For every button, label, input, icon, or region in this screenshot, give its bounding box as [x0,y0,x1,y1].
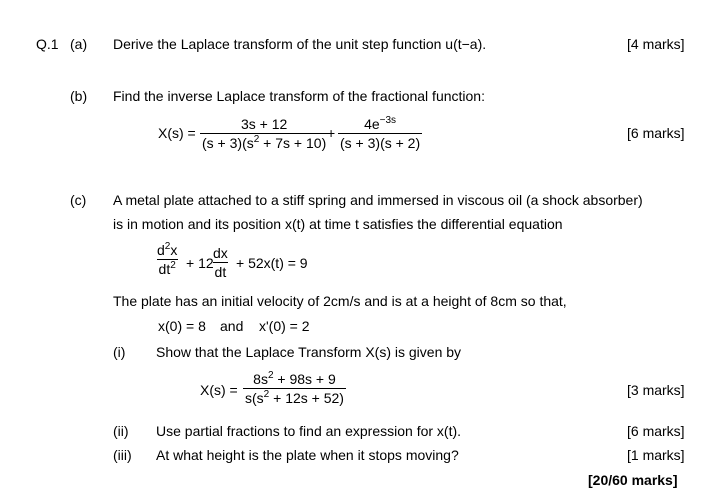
part-b-equation-lhs: X(s) = [158,125,196,141]
de-fraction-2-numerator: dx [213,245,228,261]
part-b-fraction-1 [200,117,328,150]
part-c-line-1: A metal plate attached to a stiff spring and immersed in viscous oil (a shock absorber) [113,192,643,208]
part-b-text: Find the inverse Laplace transform of the fractional function: [113,88,485,104]
part-a-marks: [4 marks] [627,36,685,52]
total-marks: [20/60 marks] [588,472,678,488]
part-i-fraction-denominator: $s(s^2 + 12s + 52)$ [245,389,344,406]
de-fraction-2 [211,246,230,279]
initial-condition-2: x'(0) = 2 [259,318,310,334]
part-a-label: (a) [70,36,88,52]
part-i-fraction [243,372,346,405]
part-iii-label: (iii) [113,447,132,463]
part-iii-text: At what height is the plate when it stops moving? [156,447,459,463]
part-b-label: (b) [70,88,88,104]
question-label: Q.1 [36,36,59,52]
part-b-plus-sign: + [327,125,336,141]
de-fraction-2-denominator: dt [214,264,227,280]
part-i-label: (i) [113,344,126,360]
part-b-marks: [6 marks] [627,125,685,141]
part-i-marks: [3 marks] [627,382,685,398]
de-fraction-1 [155,243,179,276]
part-b-fraction-2 [338,117,422,150]
part-b-fraction-1-numerator: 3s + 12 [240,116,288,132]
part-ii-marks: [6 marks] [627,423,685,439]
part-b-fraction-1-denominator: $(s + 3)(s^2 + 7s + 10)$ [202,134,327,151]
part-b-fraction-2-numerator: $4e^{-3s}$ [364,115,397,132]
initial-condition-and: and [220,318,244,334]
part-ii-text: Use partial fractions to find an expression for x(t). [156,423,462,439]
part-b-fraction-2-denominator: (s + 3)(s + 2) [340,135,421,151]
part-i-fraction-numerator: $8s^2 + 98s + 9$ [253,370,336,387]
de-plus-12: + 12 [186,255,214,271]
velocity-text: The plate has an initial velocity of 2cm/s and is at a height of 8cm so that, [113,293,567,309]
part-i-text: Show that the Laplace Transform X(s) is given by [156,344,462,360]
de-fraction-1-denominator: $dt^2$ [158,260,176,277]
part-i-equation-lhs: X(s) = [200,382,238,398]
de-rest: + 52x(t) = 9 [236,255,308,271]
part-iii-marks: [1 marks] [627,447,685,463]
part-c-label: (c) [70,192,87,208]
part-c-line-2: is in motion and its position x(t) at time t satisfies the differential equation [113,216,563,232]
initial-condition-1: x(0) = 8 [158,318,206,334]
part-ii-label: (ii) [113,423,129,439]
part-a-text: Derive the Laplace transform of the unit step function u(t−a). [113,36,487,52]
de-fraction-1-numerator: $d^2x$ [157,241,178,258]
